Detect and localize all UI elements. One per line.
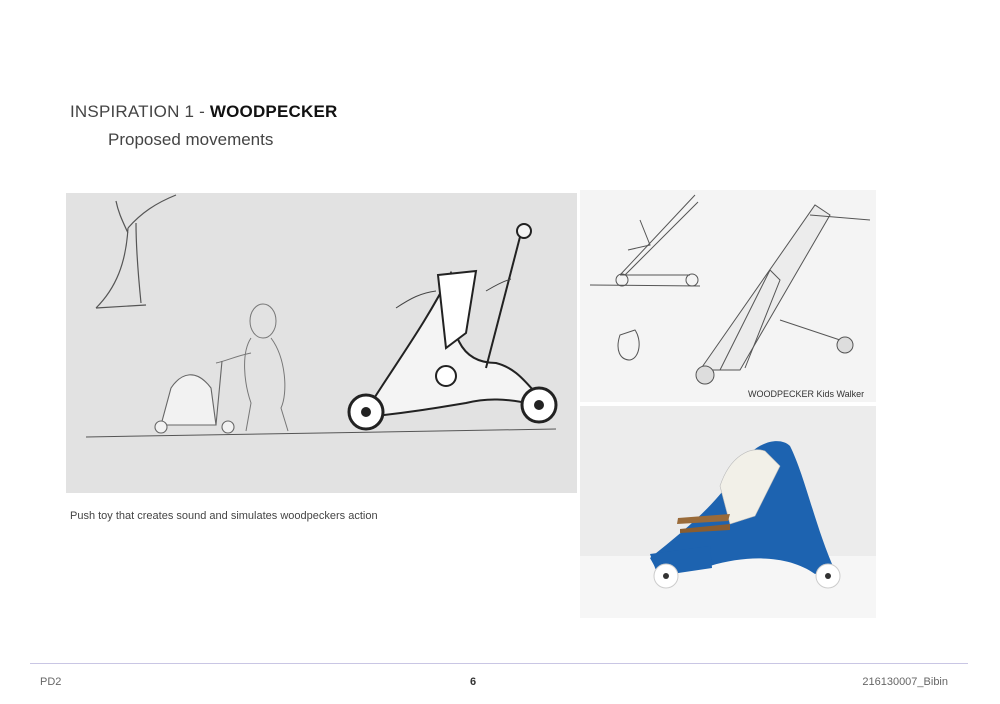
pencil-sketch-image: [580, 190, 876, 402]
title-bold: WOODPECKER: [209, 102, 338, 121]
footer-author-id: 216130007_Bibin: [862, 676, 948, 688]
page-title: [70, 102, 337, 122]
small-walker-drawing: [155, 361, 234, 433]
child-drawing: [216, 304, 288, 431]
footer-divider: [30, 663, 968, 664]
title-prefix: INSPIRATION 1 -: [70, 102, 210, 121]
page-number: 6: [470, 676, 477, 688]
page-subtitle: Proposed movements: [108, 130, 274, 149]
pencil-sketch-lines: [590, 195, 870, 384]
sketch-annotation: WOODPECKER Kids Walker: [748, 389, 865, 399]
tree-drawing: [96, 195, 176, 308]
concept-sketch-image: [66, 193, 577, 493]
image-caption: Push toy that creates sound and simulates woodpeckers action: [70, 510, 378, 522]
footer-course: PD2: [40, 676, 62, 688]
prototype-photo: [580, 406, 876, 618]
large-walker-drawing: [349, 224, 556, 429]
